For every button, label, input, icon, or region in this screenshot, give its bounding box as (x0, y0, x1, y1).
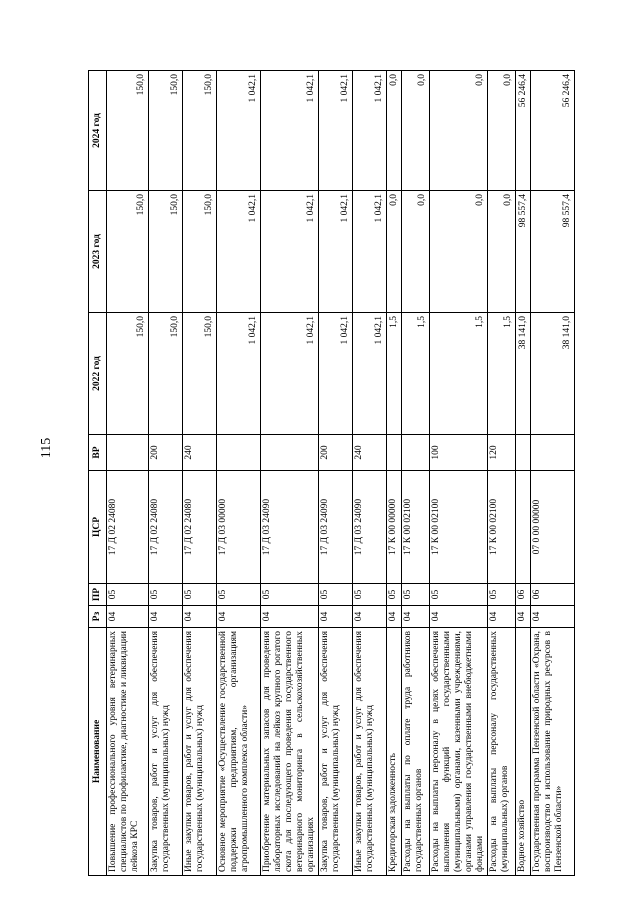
table-row (183, 71, 217, 876)
cell-csr: 17 Д 03 24090 (353, 471, 387, 584)
cell-pr: 06 (531, 584, 575, 606)
cell-2023: 0,0 (488, 191, 516, 313)
cell-csr: 17 Д 02 24080 (107, 471, 149, 584)
cell-pr: 05 (430, 584, 488, 606)
cell-2023: 1 042,1 (261, 191, 319, 313)
header-2023: 2023 год (89, 191, 107, 313)
cell-2022: 150,0 (149, 313, 183, 435)
cell-2022: 38 141,0 (531, 313, 575, 435)
table-row (430, 71, 488, 876)
cell-pr: 05 (217, 584, 261, 606)
cell-vr (107, 435, 149, 471)
header-vr: ВР (89, 435, 107, 471)
cell-pr: 05 (319, 584, 353, 606)
cell-name: Расходы на выплаты персоналу в целях обеспечения выполнения функций государственными (муниципальными) органами, казенными учреждениями, органами управления государственными внебюджетными фондами (430, 628, 488, 876)
cell-name: Водное хозяйство (516, 628, 531, 876)
cell-2023: 150,0 (149, 191, 183, 313)
cell-2024: 0,0 (387, 71, 402, 191)
cell-2023: 0,0 (430, 191, 488, 313)
cell-vr: 200 (149, 435, 183, 471)
cell-2023: 150,0 (107, 191, 149, 313)
cell-name: Основное мероприятие «Осуществление государственной поддержки предприятиям, организациям агропромышленного комплекса области» (217, 628, 261, 876)
table-row (488, 71, 516, 876)
cell-vr: 120 (488, 435, 516, 471)
cell-name: Кредиторская задолженность (387, 628, 402, 876)
cell-2023: 1 042,1 (353, 191, 387, 313)
header-csr: ЦСР (89, 471, 107, 584)
table-header-row (89, 71, 107, 876)
cell-vr (402, 435, 430, 471)
cell-rz: 04 (430, 606, 488, 628)
cell-rz: 04 (387, 606, 402, 628)
table-row (107, 71, 149, 876)
cell-2023: 98 557,4 (531, 191, 575, 313)
cell-rz: 04 (319, 606, 353, 628)
cell-csr: 07 0 00 00000 (531, 471, 575, 584)
cell-vr (261, 435, 319, 471)
cell-pr: 05 (107, 584, 149, 606)
cell-pr: 05 (183, 584, 217, 606)
cell-2024: 150,0 (149, 71, 183, 191)
cell-2022: 1 042,1 (319, 313, 353, 435)
cell-2024: 1 042,1 (217, 71, 261, 191)
cell-name: Иные закупки товаров, работ и услуг для обеспечения государственных (муниципальных) нужд (183, 628, 217, 876)
cell-csr (516, 471, 531, 584)
cell-2024: 56 246,4 (531, 71, 575, 191)
cell-csr: 17 Д 02 24080 (149, 471, 183, 584)
cell-name: Закупка товаров, работ и услуг для обеспечения государственных (муниципальных) нужд (149, 628, 183, 876)
cell-name: Государственная программа Пензенской области «Охрана, воспроизводство и использование природных ресурсов в Пензенской области» (531, 628, 575, 876)
cell-rz: 04 (353, 606, 387, 628)
cell-2024: 150,0 (107, 71, 149, 191)
table-row (387, 71, 402, 876)
cell-csr: 17 Д 03 00000 (217, 471, 261, 584)
cell-2022: 1,5 (387, 313, 402, 435)
cell-rz: 04 (217, 606, 261, 628)
cell-2024: 1 042,1 (353, 71, 387, 191)
budget-table (88, 70, 575, 876)
cell-vr (217, 435, 261, 471)
cell-2022: 1,5 (402, 313, 430, 435)
header-2024: 2024 год (89, 71, 107, 191)
table-row (261, 71, 319, 876)
cell-2022: 1 042,1 (353, 313, 387, 435)
cell-vr: 240 (353, 435, 387, 471)
cell-2024: 0,0 (402, 71, 430, 191)
cell-2024: 0,0 (488, 71, 516, 191)
cell-pr: 05 (488, 584, 516, 606)
cell-vr: 240 (183, 435, 217, 471)
cell-name: Расходы на выплаты персоналу государственных (муниципальных) органов (488, 628, 516, 876)
cell-2022: 1 042,1 (217, 313, 261, 435)
cell-pr: 05 (353, 584, 387, 606)
page-number: 115 (39, 437, 54, 459)
cell-csr: 17 К 00 02100 (402, 471, 430, 584)
header-name: Наименование (89, 628, 107, 876)
cell-name: Приобретение материальных запасов для проведения лабораторных исследований на лейкоз крупного рогатого скота для последующего проведения государственного ветеринарного мониторинга в сельскохозяйственных организациях (261, 628, 319, 876)
table-row (353, 71, 387, 876)
cell-pr: 05 (387, 584, 402, 606)
cell-csr: 17 К 00 02100 (488, 471, 516, 584)
rotated-table-container (88, 71, 573, 876)
cell-rz: 04 (149, 606, 183, 628)
cell-2023: 1 042,1 (217, 191, 261, 313)
cell-rz: 04 (516, 606, 531, 628)
cell-rz: 04 (107, 606, 149, 628)
cell-name: Иные закупки товаров, работ и услуг для обеспечения государственных (муниципальных) нужд (353, 628, 387, 876)
cell-name: Повышение профессионального уровня ветеринарных специалистов по профилактике, диагностике и ликвидации лейкоза КРС (107, 628, 149, 876)
table-row (516, 71, 531, 876)
cell-csr: 17 К 00 00000 (387, 471, 402, 584)
cell-2023: 98 557,4 (516, 191, 531, 313)
cell-vr (387, 435, 402, 471)
cell-2023: 1 042,1 (319, 191, 353, 313)
cell-2022: 150,0 (107, 313, 149, 435)
cell-2024: 150,0 (183, 71, 217, 191)
cell-pr: 06 (516, 584, 531, 606)
cell-2022: 38 141,0 (516, 313, 531, 435)
header-pr: ПР (89, 584, 107, 606)
cell-vr: 200 (319, 435, 353, 471)
header-2022: 2022 год (89, 313, 107, 435)
cell-rz: 04 (261, 606, 319, 628)
cell-2023: 0,0 (387, 191, 402, 313)
cell-vr (531, 435, 575, 471)
cell-pr: 05 (149, 584, 183, 606)
cell-vr: 100 (430, 435, 488, 471)
cell-2022: 1,5 (488, 313, 516, 435)
cell-pr: 05 (402, 584, 430, 606)
header-rz: Рз (89, 606, 107, 628)
cell-vr (516, 435, 531, 471)
cell-name: Закупка товаров, работ и услуг для обеспечения государственных (муниципальных) нужд (319, 628, 353, 876)
cell-csr: 17 К 00 02100 (430, 471, 488, 584)
cell-2023: 150,0 (183, 191, 217, 313)
cell-2024: 0,0 (430, 71, 488, 191)
cell-csr: 17 Д 02 24080 (183, 471, 217, 584)
cell-2024: 56 246,4 (516, 71, 531, 191)
cell-rz: 04 (531, 606, 575, 628)
cell-rz: 04 (402, 606, 430, 628)
cell-2022: 1,5 (430, 313, 488, 435)
cell-2024: 1 042,1 (261, 71, 319, 191)
cell-rz: 04 (183, 606, 217, 628)
table-row (402, 71, 430, 876)
cell-2024: 1 042,1 (319, 71, 353, 191)
table-row (319, 71, 353, 876)
cell-rz: 04 (488, 606, 516, 628)
cell-2022: 1 042,1 (261, 313, 319, 435)
cell-pr: 05 (261, 584, 319, 606)
cell-csr: 17 Д 03 24090 (261, 471, 319, 584)
cell-2023: 0,0 (402, 191, 430, 313)
table-row (217, 71, 261, 876)
table-row (149, 71, 183, 876)
table-row (531, 71, 575, 876)
cell-name: Расходы на выплаты по оплате труда работников государственных органов (402, 628, 430, 876)
cell-2022: 150,0 (183, 313, 217, 435)
cell-csr: 17 Д 03 24090 (319, 471, 353, 584)
